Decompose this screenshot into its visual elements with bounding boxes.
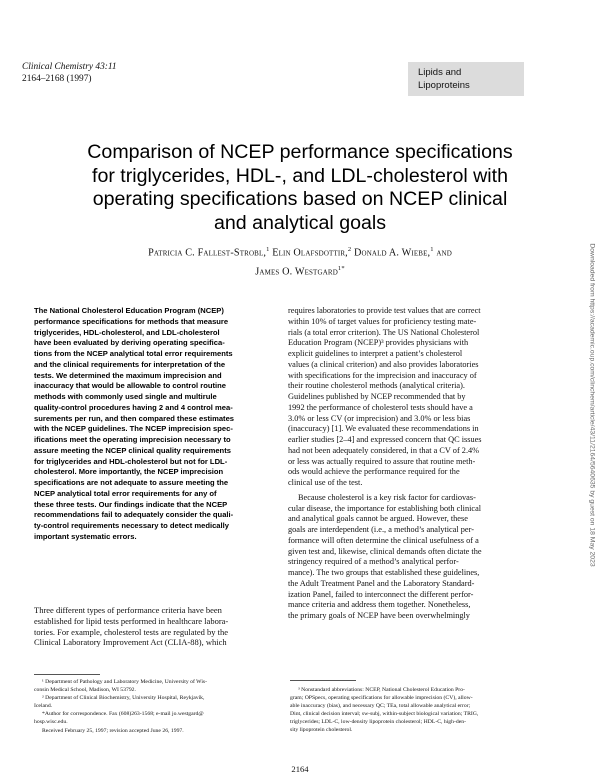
- footnote-line: sity lipoprotein cholesterol.: [290, 727, 353, 734]
- footnote-rule-left: [34, 674, 100, 675]
- footnote-line: triglycerides; LDL-C, low-density lipoprotein cholesterol; HDL-C, high-den-: [290, 719, 466, 726]
- footnote-line: ² Department of Clinical Biochemistry, University Hospital, Reykjavík,: [42, 695, 205, 702]
- footnote-line: gram; OPSpecs, operating specifications for allowable imprecision (CV), allow-: [290, 695, 473, 702]
- author-name: Elin Olafsdottir,: [272, 247, 348, 259]
- author-affiliation-mark: 1: [430, 246, 434, 253]
- download-notice: Downloaded from https://academic.oup.com/clinchem/article/43/11/2164/5640635 by guest on 18 May 2023: [588, 243, 596, 567]
- body-line: 3.0% or less CV (or imprecision) and 3.0% or less bias: [288, 413, 471, 423]
- abstract-line: cholesterol. More importantly, the NCEP imprecision: [34, 467, 224, 477]
- section-label-line: Lipoproteins: [418, 79, 470, 91]
- footnote-line: *Author for correspondence. Fax (608)263-1568; e-mail jo.westgard@: [42, 711, 204, 718]
- body-line: within 10% of target values for proficiency testing mate-: [288, 316, 477, 326]
- abstract-line: The National Cholesterol Education Program (NCEP): [34, 306, 224, 315]
- section-label-box: [408, 62, 524, 96]
- title-line: and analytical goals: [213, 211, 387, 234]
- abstract-line: and the clinical requirements for interpretation of the: [34, 359, 226, 369]
- body-line: stringency required of a method’s analytical perfor-: [288, 557, 459, 567]
- body-line: mance). The two groups that established these guidelines,: [288, 568, 480, 577]
- body-line: ods would achieve the performance required for the: [288, 467, 460, 477]
- body-line: established for lipid tests performed in healthcare labora-: [34, 615, 229, 626]
- author-line: [60, 261, 540, 280]
- body-line: 1992 the performance of cholesterol tests should have a: [288, 402, 473, 412]
- abstract-line: with the NCEP guidelines. The NCEP imprecision spec-: [34, 424, 233, 434]
- footnote-line: consin Medical School, Madison, WI 53792.: [34, 687, 136, 694]
- author-line: [60, 242, 540, 261]
- footnote-line: hosp.wisc.edu.: [34, 719, 68, 726]
- title-line: Comparison of NCEP performance specifications: [87, 141, 513, 163]
- journal-name: Clinical Chemistry 43:11: [22, 62, 117, 72]
- abstract-line: ty-control requirements necessary to detect medically: [34, 521, 229, 530]
- right-column-text: [288, 306, 554, 622]
- body-line: goals are interdependent (i.e., a method’s analytical per-: [288, 525, 474, 534]
- author-affiliation-mark: 1: [266, 246, 270, 253]
- title-line: operating specifications based on NCEP clinical: [92, 188, 508, 211]
- author-affiliation-mark: 2: [347, 246, 352, 253]
- section-label-line: Lipids and: [418, 67, 462, 78]
- journal-citation: [22, 62, 117, 85]
- body-line: given test and, likewise, clinical demands often dictate the: [288, 546, 482, 556]
- abstract-line: performance specifications for methods that measure: [34, 316, 229, 326]
- body-line: ization Panel, failed to interconnect the different perfor-: [288, 589, 474, 599]
- author-name: Donald A. Wiebe,: [353, 247, 431, 259]
- abstract-line: important systematic errors.: [34, 531, 137, 541]
- journal-pages: 2164–2168 (1997): [22, 73, 92, 84]
- abstract-line: tions from the NCEP analytical total error requirements: [34, 349, 233, 358]
- body-line: with specifications for the imprecision and inaccuracy of: [288, 370, 477, 380]
- abstract-line: tests. We determined the maximum imprecision and: [34, 370, 222, 380]
- body-line: Three different types of performance criteria have been: [34, 605, 222, 615]
- body-line: Clinical Laboratory Improvement Act (CLIA-88), which: [34, 637, 227, 648]
- body-line: cular disease, the importance for establishing both clinical: [288, 503, 482, 513]
- body-line: had not been adequately considered, in that a CV of 2.4%: [288, 445, 480, 455]
- footnote-line: able inaccuracy (bias), and necessary QC; TEa, total allowable analytical error;: [290, 703, 471, 710]
- abstract: [34, 306, 265, 543]
- body-line: values (a clinical criterion) and also provides laboratories: [288, 359, 479, 369]
- body-line: requires laboratories to provide test values that are correct: [288, 306, 481, 315]
- abstract-line: methods with commonly used single and multirule: [34, 392, 217, 401]
- abstract-line: these three tests. Our findings indicate that the NCEP: [34, 499, 228, 509]
- footnote-line: ¹ Department of Pathology and Laboratory Medicine, University of Wis-: [42, 679, 208, 685]
- body-line: Guidelines published by NCEP recommended that by: [288, 392, 466, 401]
- footnote-line: Iceland.: [34, 703, 53, 710]
- introduction-text: [34, 605, 267, 648]
- footnote-rule-right: [290, 680, 356, 681]
- author-name: Patricia C. Fallest-Strobl,: [148, 247, 267, 259]
- abstract-line: recommendations fail to adequately consider the quali-: [34, 510, 234, 520]
- body-line: mance criteria and address them together. Nonetheless,: [288, 600, 471, 610]
- download-watermark: [586, 205, 598, 605]
- author-name: James O. Westgard: [255, 266, 338, 278]
- footnotes-right: [290, 686, 554, 735]
- abstract-line: have been evaluated by deriving operating specifica-: [34, 338, 225, 348]
- paragraph: [288, 493, 554, 622]
- body-line: formance will often determine the clinical usefulness of a: [288, 535, 479, 545]
- author-conjunction: and: [436, 247, 452, 259]
- article-title: [50, 141, 550, 235]
- abstract-line: NCEP analytical total error requirements for any of: [34, 488, 217, 498]
- body-line: earlier studies [2–4] and expressed concern that QC issues: [288, 435, 482, 444]
- footnote-line: Received February 25, 1997; revision accepted June 26, 1997.: [42, 727, 184, 734]
- footnote-line: Dint, clinical decision interval; sw-subj, within-subject biological variation; TRIG,: [290, 711, 479, 718]
- body-line: or less was actually required to assure that routine meth-: [288, 456, 476, 466]
- section-label: [418, 67, 470, 92]
- body-line: the primary goals of NCEP have been overwhelmingly: [288, 611, 470, 620]
- body-line: explicit guidelines to interpret a patient’s cholesterol: [288, 349, 463, 358]
- body-line: the Adult Treatment Panel and the Laboratory Standard-: [288, 578, 475, 588]
- body-line: Because cholesterol is a key risk factor for cardiovas-: [298, 492, 476, 502]
- body-line: their routine cholesterol methods (analytical criteria).: [288, 381, 465, 391]
- abstract-line: assure meeting the NCEP clinical quality requirements: [34, 445, 231, 455]
- abstract-line: ifications meet the operating imprecision necessary to: [34, 435, 231, 444]
- footnote-line: ³ Nonstandard abbreviations: NCEP, National Cholesterol Education Pro-: [298, 687, 465, 693]
- body-line: clinical use of the test.: [288, 478, 363, 487]
- body-line: rials (a total error criterion). The US National Cholesterol: [288, 327, 480, 337]
- abstract-line: triglycerides, HDL-cholesterol, and LDL-cholesterol: [34, 327, 220, 337]
- paragraph: [288, 306, 554, 489]
- body-line: and analytical goals cannot be argued. However, these: [288, 514, 468, 524]
- body-line: Education Program (NCEP)³ provides physicians with: [288, 338, 469, 348]
- abstract-line: for triglycerides and HDL-cholesterol but not for LDL-: [34, 456, 228, 466]
- footnotes-left: [34, 678, 270, 735]
- author-list: [60, 242, 540, 280]
- abstract-line: quality-control procedures having 2 and 4 control mea-: [34, 402, 233, 412]
- body-line: (inaccuracy) [1]. We evaluated these recommendations in: [288, 424, 479, 434]
- abstract-line: inaccuracy that would be allowable to control routine: [34, 381, 226, 391]
- abstract-line: specifications are not adequate to assure meeting the: [34, 478, 229, 487]
- title-line: for triglycerides, HDL-, and LDL-cholesterol with: [92, 164, 508, 187]
- page-number: 2164: [291, 764, 309, 774]
- body-line: tories. For example, cholesterol tests are regulated by the: [34, 626, 229, 637]
- author-affiliation-mark: 1*: [337, 264, 345, 272]
- abstract-line: surements per run, and then compared these estimates: [34, 413, 235, 423]
